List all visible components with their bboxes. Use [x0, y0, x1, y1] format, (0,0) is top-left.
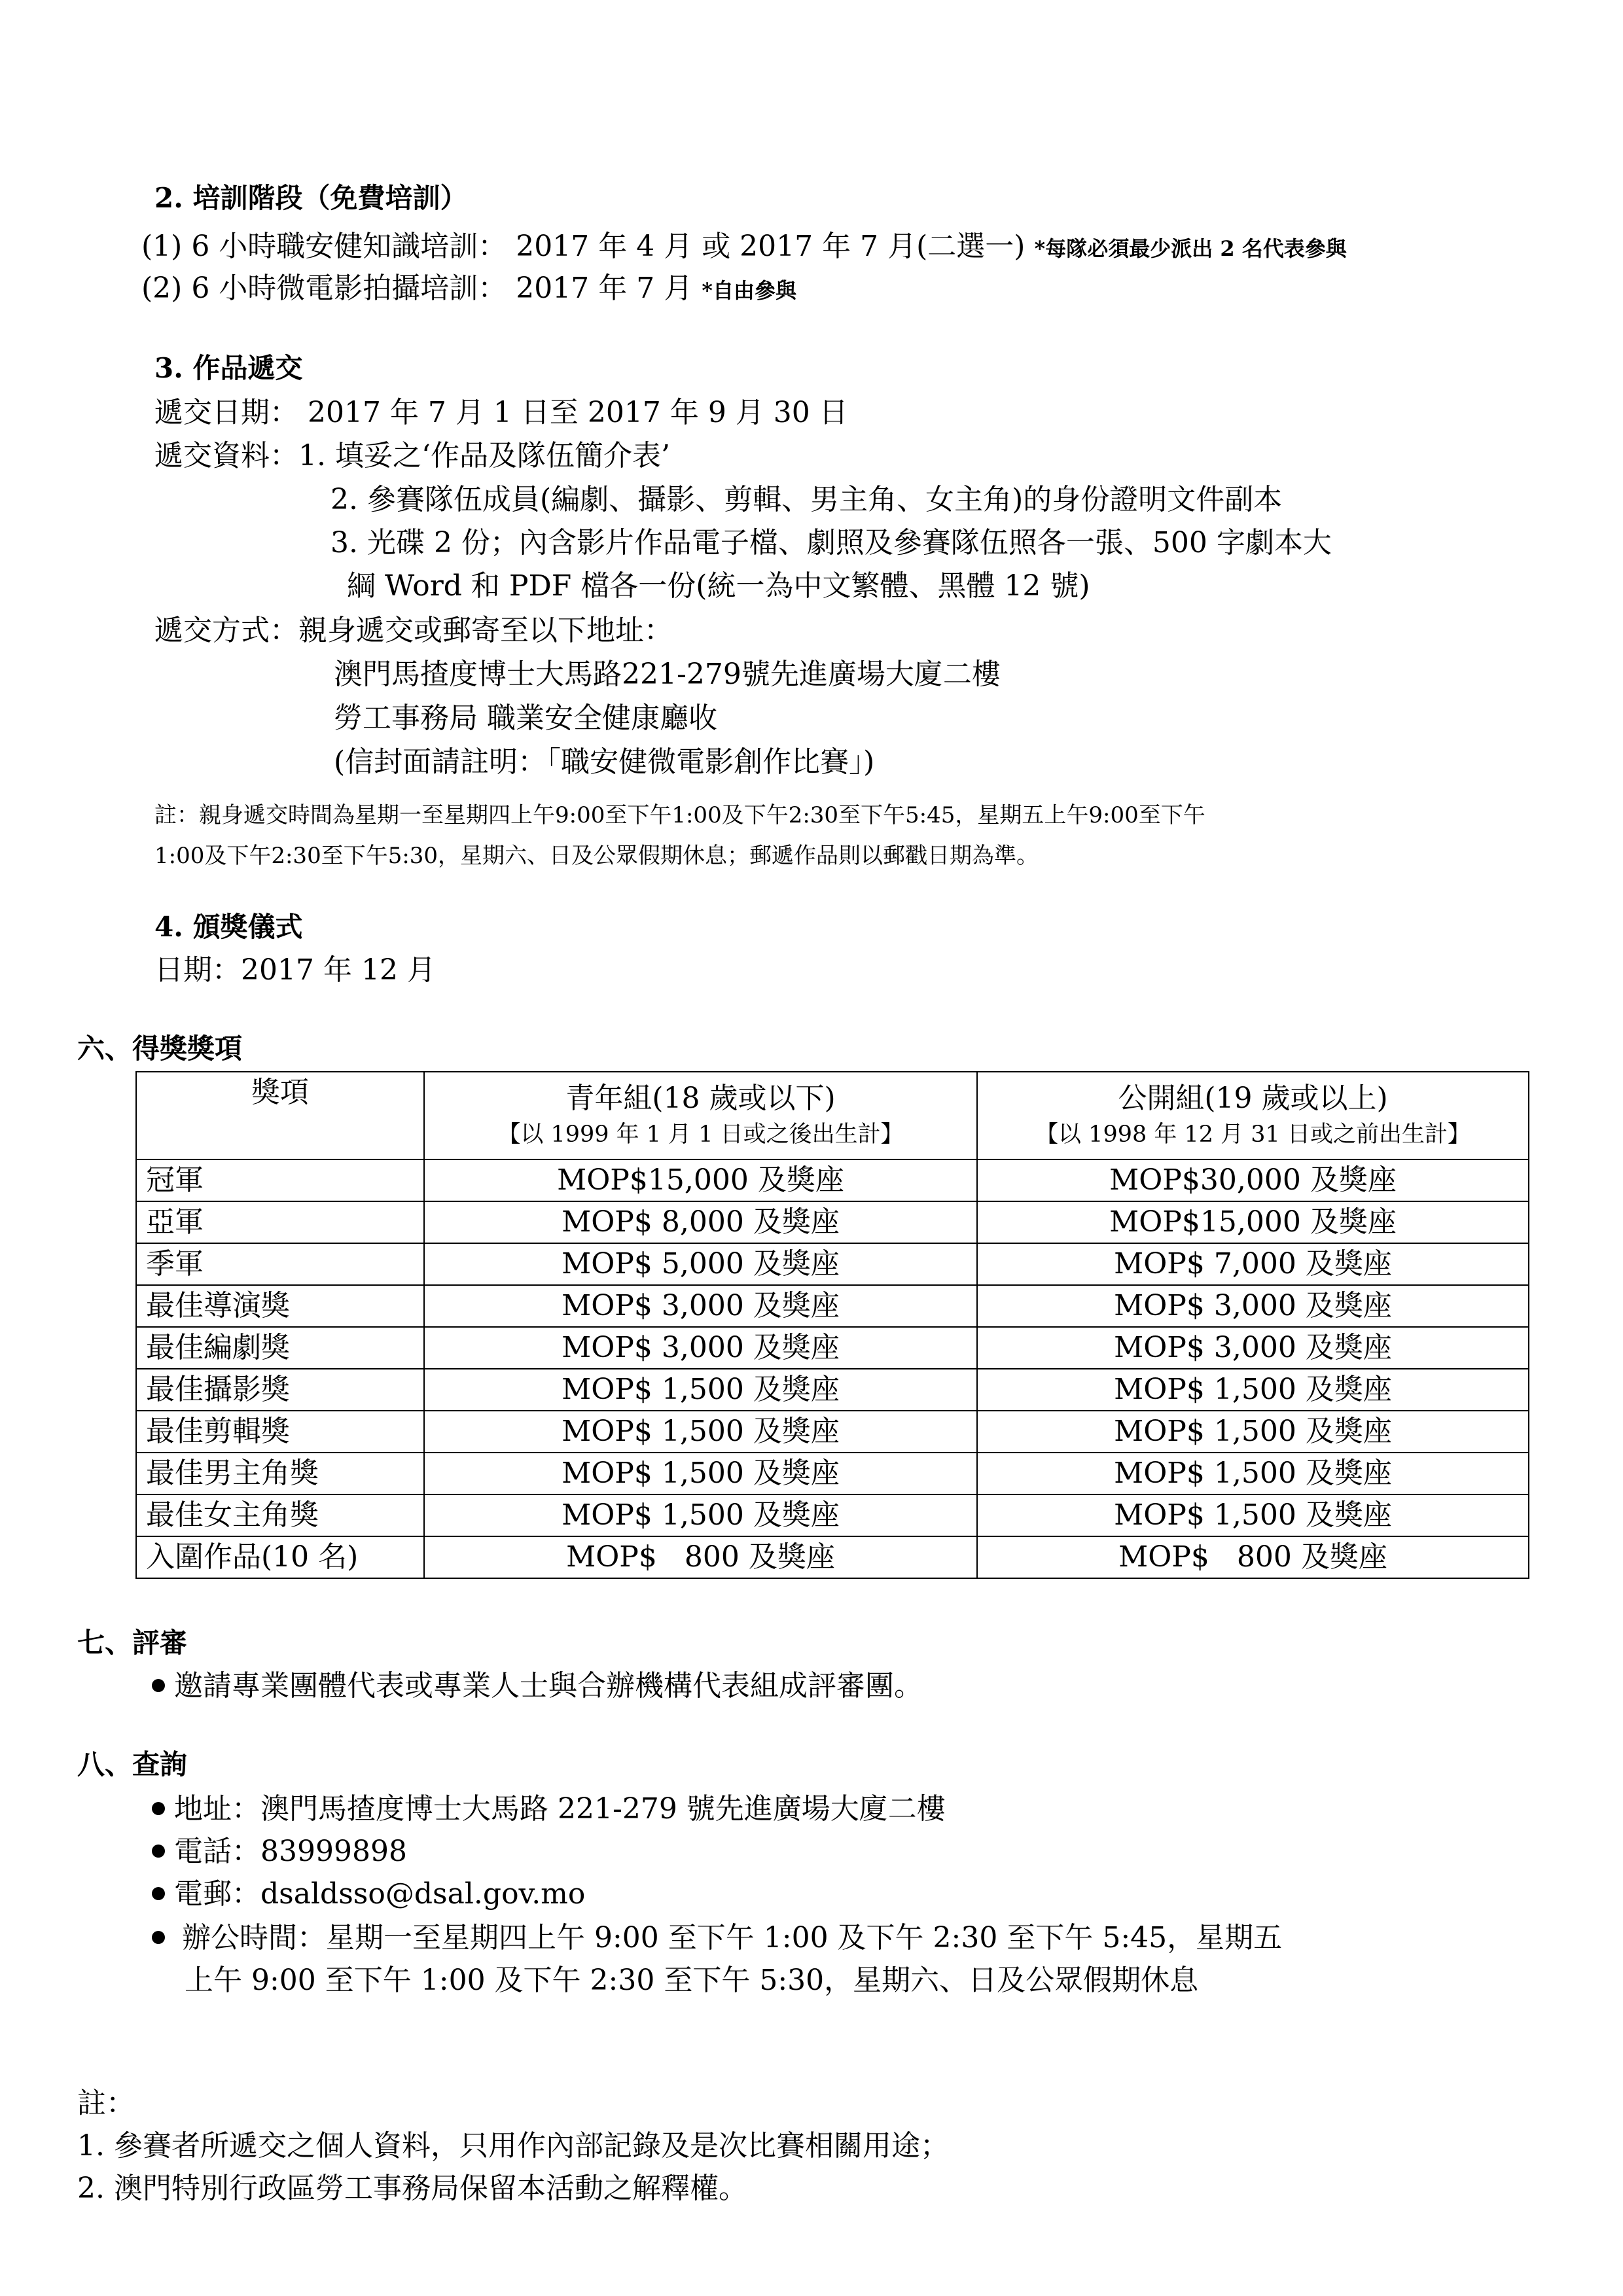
- bullet-icon: [152, 1845, 165, 1858]
- submission-address-3: (信封面請註明：「職安健微電影創作比賽」): [334, 745, 875, 779]
- table-row: [136, 1536, 1529, 1578]
- training-line-2: [141, 264, 796, 306]
- enquiry-email-text: 電郵：dsaldsso@dsal.gov.mo: [174, 1877, 586, 1911]
- submission-materials-2: 2. 參賽隊伍成員(編劇、攝影、剪輯、男主角、女主角)的身份證明文件副本: [330, 483, 1283, 516]
- enquiry-address-text: 地址：澳門馬揸度博士大馬路 221-279 號先進廣場大廈二樓: [174, 1792, 946, 1826]
- awards-table: [135, 1071, 1529, 1579]
- enquiry-hours-2: 上午 9:00 至下午 1:00 及下午 2:30 至下午 5:30，星期六、日及公眾假期休息: [185, 1964, 1199, 1997]
- youth-prize: MOP$ 1,500 及獎座: [424, 1494, 977, 1536]
- award-name: 冠軍: [136, 1159, 424, 1201]
- submission-address-2: 勞工事務局 職業安全健康廳收: [334, 701, 717, 735]
- ceremony-date: 日期：2017 年 12 月: [154, 953, 436, 987]
- open-prize: MOP$ 1,500 及獎座: [977, 1369, 1529, 1411]
- notes-label: 註：: [77, 2087, 135, 2120]
- youth-prize: MOP$ 1,500 及獎座: [424, 1369, 977, 1411]
- training-heading: 2. 培訓階段（免費培訓）: [154, 182, 468, 214]
- bullet-icon: [152, 1679, 165, 1692]
- training-line-1-text: (1) 6 小時職安健知識培訓： 2017 年 4 月 或 2017 年 7 月(二選一): [141, 230, 1026, 263]
- award-name: 最佳編劇獎: [136, 1327, 424, 1369]
- youth-prize: MOP$ 800 及獎座: [424, 1536, 977, 1578]
- enquiry-email: [152, 1870, 585, 1912]
- youth-prize: MOP$ 1,500 及獎座: [424, 1411, 977, 1453]
- table-row: [136, 1494, 1529, 1536]
- submission-materials-3b: 綱 Word 和 PDF 檔各一份(統一為中文繁體、黑體 12 號): [347, 569, 1090, 603]
- submission-materials-3a: 3. 光碟 2 份；內含影片作品電子檔、劇照及參賽隊伍照各一張、500 字劇本大: [330, 526, 1332, 559]
- open-prize: MOP$ 1,500 及獎座: [977, 1411, 1529, 1453]
- submission-date: 遞交日期： 2017 年 7 月 1 日至 2017 年 9 月 30 日: [154, 396, 848, 429]
- training-line-2-text: (2) 6 小時微電影拍攝培訓： 2017 年 7 月: [141, 272, 693, 305]
- ceremony-heading: 4. 頒獎儀式: [154, 911, 303, 943]
- note-2: 2. 澳門特別行政區勞工事務局保留本活動之解釋權。: [77, 2172, 747, 2205]
- header-open-sub: 【以 1998 年 12 月 31 日或之前出生計】: [1035, 1122, 1471, 1148]
- enquiry-hours-1: [152, 1914, 1282, 1956]
- youth-prize: MOP$ 3,000 及獎座: [424, 1285, 977, 1327]
- submission-note-2: 1:00及下午2:30至下午5:30，星期六、日及公眾假期休息；郵遞作品則以郵戳日期為準。: [154, 843, 1039, 869]
- enquiry-heading: 八、查詢: [77, 1748, 188, 1780]
- award-name: 季軍: [136, 1243, 424, 1285]
- open-prize: MOP$ 3,000 及獎座: [977, 1285, 1529, 1327]
- bullet-icon: [152, 1887, 165, 1900]
- header-youth: [424, 1072, 977, 1159]
- open-prize: MOP$30,000 及獎座: [977, 1159, 1529, 1201]
- header-youth-label: 青年組(18 歲或以下): [565, 1082, 836, 1115]
- table-row: [136, 1369, 1529, 1411]
- bullet-icon: [152, 1931, 165, 1944]
- table-row: [136, 1285, 1529, 1327]
- table-row: [136, 1327, 1529, 1369]
- youth-prize: MOP$ 5,000 及獎座: [424, 1243, 977, 1285]
- open-prize: MOP$ 7,000 及獎座: [977, 1243, 1529, 1285]
- enquiry-phone-text: 電話：83999898: [174, 1835, 407, 1868]
- youth-prize: MOP$ 8,000 及獎座: [424, 1201, 977, 1243]
- award-name: 入圍作品(10 名): [136, 1536, 424, 1578]
- table-row: [136, 1243, 1529, 1285]
- award-name: 最佳女主角獎: [136, 1494, 424, 1536]
- bullet-icon: [152, 1802, 165, 1815]
- judging-item-text: 邀請專業團體代表或專業人士與合辦機構代表組成評審團。: [174, 1669, 923, 1703]
- award-name: 亞軍: [136, 1201, 424, 1243]
- open-prize: MOP$ 3,000 及獎座: [977, 1327, 1529, 1369]
- enquiry-address: [152, 1785, 946, 1827]
- judging-item: [152, 1662, 923, 1704]
- training-line-1: [141, 222, 1347, 264]
- awards-header-row: [136, 1072, 1529, 1159]
- award-name: 最佳男主角獎: [136, 1453, 424, 1494]
- youth-prize: MOP$15,000 及獎座: [424, 1159, 977, 1201]
- note-1: 1. 參賽者所遞交之個人資料，只用作內部記錄及是次比賽相關用途；: [77, 2129, 949, 2163]
- youth-prize: MOP$ 1,500 及獎座: [424, 1453, 977, 1494]
- submission-note-1: 註：親身遞交時間為星期一至星期四上午9:00至下午1:00及下午2:30至下午5:45，星期五上午9:00至下午: [154, 802, 1205, 828]
- header-award: 獎項: [136, 1072, 424, 1159]
- award-name: 最佳剪輯獎: [136, 1411, 424, 1453]
- submission-heading: 3. 作品遞交: [154, 352, 303, 384]
- training-line-2-note: *自由參與: [702, 278, 796, 303]
- table-row: [136, 1453, 1529, 1494]
- table-row: [136, 1201, 1529, 1243]
- table-row: [136, 1411, 1529, 1453]
- award-name: 最佳導演獎: [136, 1285, 424, 1327]
- award-name: 最佳攝影獎: [136, 1369, 424, 1411]
- table-row: [136, 1159, 1529, 1201]
- youth-prize: MOP$ 3,000 及獎座: [424, 1327, 977, 1369]
- open-prize: MOP$15,000 及獎座: [977, 1201, 1529, 1243]
- submission-address-1: 澳門馬揸度博士大馬路221-279號先進廣場大廈二樓: [334, 658, 1001, 691]
- header-open-label: 公開組(19 歲或以上): [1118, 1082, 1388, 1115]
- open-prize: MOP$ 800 及獎座: [977, 1536, 1529, 1578]
- header-open: [977, 1072, 1529, 1159]
- open-prize: MOP$ 1,500 及獎座: [977, 1453, 1529, 1494]
- enquiry-hours-1-text: 辦公時間：星期一至星期四上午 9:00 至下午 1:00 及下午 2:30 至下午 5:45，星期五: [182, 1921, 1283, 1954]
- enquiry-phone: [152, 1828, 407, 1869]
- submission-materials-label: 遞交資料：1. 填妥之‘作品及隊伍簡介表’: [154, 439, 670, 472]
- awards-heading: 六、得獎獎項: [77, 1033, 243, 1065]
- submission-method-label: 遞交方式：親身遞交或郵寄至以下地址：: [154, 614, 673, 647]
- open-prize: MOP$ 1,500 及獎座: [977, 1494, 1529, 1536]
- judging-heading: 七、評審: [77, 1627, 188, 1659]
- header-youth-sub: 【以 1999 年 1 月 1 日或之後出生計】: [497, 1122, 904, 1148]
- training-line-1-note: *每隊必須最少派出 2 名代表參與: [1034, 236, 1347, 261]
